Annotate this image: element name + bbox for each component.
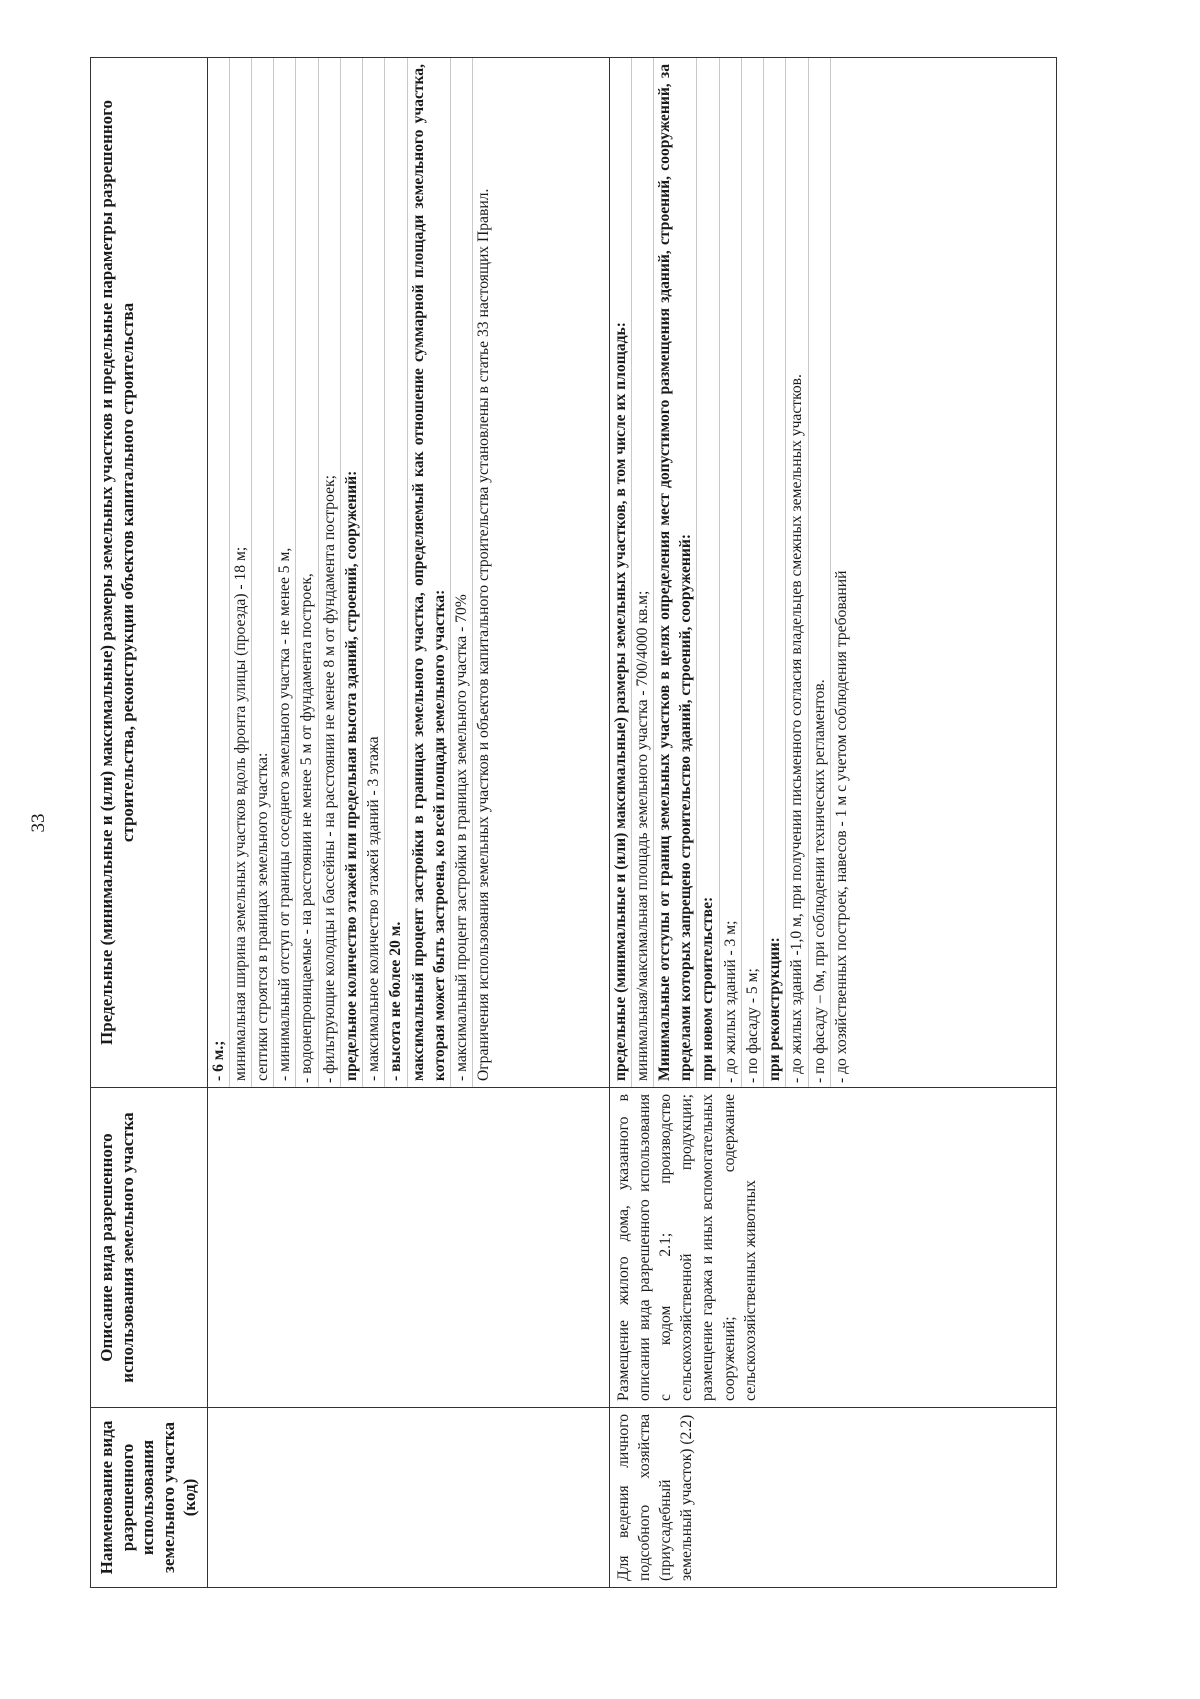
parameter-line: - минимальный отступ от границы соседнего земельного участка - не менее 5 м, xyxy=(274,58,296,1087)
header-cell-description: Описание вида разрешенного использования земельного участка xyxy=(91,1088,208,1408)
parameter-line: - максимальный процент застройки в границах земельного участка - 70% xyxy=(451,58,473,1087)
parameter-line: - по фасаду – 0м, при соблюдении технических регламентов. xyxy=(809,58,831,1087)
parameter-line: септики строятся в границах земельного участка: xyxy=(252,58,274,1087)
cell-use-description: Размещение жилого дома, указанного в описании вида разрешенного использования с кодом 2.1; производство сельскохозяйственной продукции; размещение гаража и иных вспомогательных сооружений; содержание сельскохозяйственных животных xyxy=(609,1088,1056,1408)
parameter-line: Минимальные отступы от границ земельных участков в целях определения мест допустимого размещения зданий, строений, сооружений, за пределами которых запрещено строительство зданий, строений, сооружений: xyxy=(654,58,697,1087)
parameter-line: при реконструкции: xyxy=(764,58,786,1087)
parameter-line: минимальная ширина земельных участков вдоль фронта улицы (проезда) - 18 м; xyxy=(230,58,252,1087)
rotated-page xyxy=(10,58,1080,1588)
cell-use-name xyxy=(207,1408,609,1588)
header-cell-name: Наименование вида разрешенного использования земельного участка (код) xyxy=(91,1408,208,1588)
zoning-table xyxy=(90,57,1057,1588)
parameter-line: - до хозяйственных построек, навесов - 1 м с учетом соблюдения требований xyxy=(832,570,850,1083)
parameter-line: при новом строительстве: xyxy=(697,58,719,1087)
cell-parameters xyxy=(609,58,1056,1088)
parameter-line: предельные (минимальные и (или) максимальные) размеры земельных участков, в том числе их площадь: xyxy=(610,58,632,1087)
parameter-line: - максимальное количество этажей зданий - 3 этажа xyxy=(363,58,385,1087)
table-row xyxy=(207,58,609,1588)
cell-use-name: Для ведения личного подсобного хозяйства (приусадебный земельный участок) (2.2) xyxy=(609,1408,1056,1588)
table-row xyxy=(609,58,1056,1588)
parameter-line: минимальная/максимальная площадь земельного участка - 700/4000 кв.м; xyxy=(632,58,654,1087)
cell-use-description xyxy=(207,1088,609,1408)
cell-parameters xyxy=(207,58,609,1088)
parameter-line: - по фасаду - 5 м; xyxy=(742,58,764,1087)
parameter-line: - 6 м.; xyxy=(208,58,230,1087)
parameter-line: - до жилых зданий -1,0 м, при получении письменного согласия владельцев смежных земельных участков. xyxy=(786,58,808,1087)
parameter-line: - фильтрующие колодцы и бассейны - на расстоянии не менее 8 м от фундамента построек; xyxy=(319,58,341,1087)
parameter-line: - до жилых зданий - 3 м; xyxy=(720,58,742,1087)
parameter-line: - высота не более 20 м. xyxy=(385,58,407,1087)
parameter-line: максимальный процент застройки в границах земельного участка, определяемый как отношение суммарной площади земельного участка, которая может быть застроена, ко всей площади земельного участка: xyxy=(408,58,451,1087)
header-cell-parameters: Предельные (минимальные и (или) максимальные) размеры земельных участков и предельные параметры разрешенного строительства, реконструкции объектов капитального строительства xyxy=(91,58,208,1088)
parameter-line: - водонепроницаемые - на расстоянии не менее 5 м от фундамента построек, xyxy=(296,58,318,1087)
page-number: 33 xyxy=(28,813,49,833)
parameter-line: предельное количество этажей или предельная высота зданий, строений, сооружений: xyxy=(341,58,363,1087)
table-header-row xyxy=(91,58,208,1588)
parameter-line: Ограничения использования земельных участков и объектов капитального строительства установлены в статье 33 настоящих Правил. xyxy=(475,188,493,1081)
